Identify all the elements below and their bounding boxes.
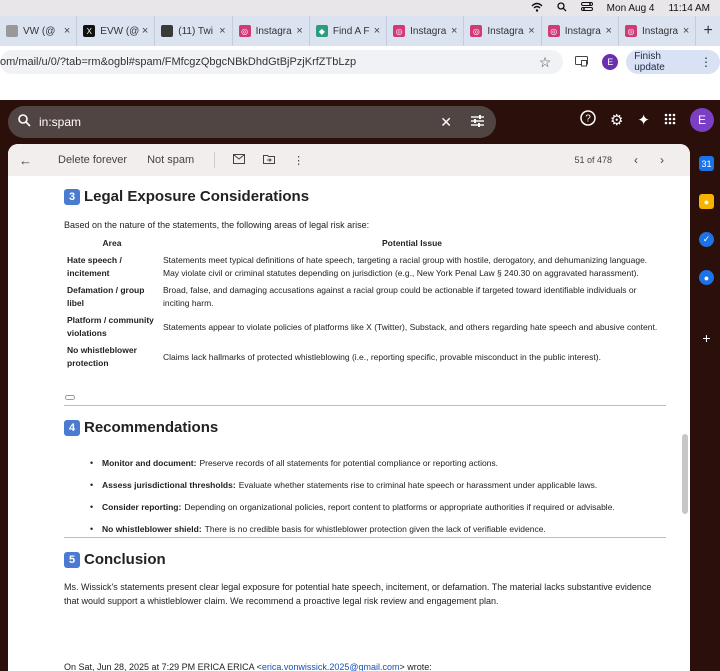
sender-email-link[interactable]: erica.vonwissick.2025@gmail.com (261, 662, 400, 671)
list-item (82, 474, 662, 496)
close-tab-icon[interactable]: × (682, 25, 690, 37)
apps-grid-icon[interactable] (664, 112, 676, 129)
item-label: • Monitor and document: (102, 458, 197, 468)
browser-tab[interactable] (233, 16, 310, 46)
gmail-header (0, 100, 720, 144)
keep-icon[interactable]: ● (699, 194, 714, 209)
cast-icon[interactable] (575, 55, 588, 70)
table-row (64, 282, 664, 312)
quoted-reply-header (64, 662, 432, 671)
section-title: Legal Exposure Considerations (84, 188, 310, 205)
section-heading-recommendations (64, 419, 218, 436)
message-toolbar (8, 144, 690, 176)
wifi-icon[interactable] (531, 2, 543, 15)
table-cell-area: No whistleblower protection (67, 345, 137, 368)
browser-tab[interactable] (155, 16, 232, 46)
quote-suffix: > wrote: (399, 662, 432, 671)
system-menubar (0, 0, 720, 16)
more-vert-icon[interactable]: ⋮ (700, 55, 712, 69)
clear-search-icon[interactable]: ✕ (440, 113, 452, 130)
table-row (64, 342, 664, 372)
instagram-icon: ◎ (239, 25, 251, 37)
close-tab-icon[interactable]: × (373, 25, 381, 37)
tab-title: EVW (@ (100, 25, 139, 37)
item-label: • Consider reporting: (102, 502, 182, 512)
instagram-icon: ◎ (470, 25, 482, 37)
not-spam-button[interactable]: Not spam (147, 154, 195, 166)
table-row (64, 252, 664, 282)
delete-forever-button[interactable]: Delete forever (58, 154, 128, 166)
keycap-number: 3 (64, 189, 80, 205)
settings-gear-icon[interactable]: ⚙ (609, 112, 624, 129)
close-tab-icon[interactable]: × (296, 25, 303, 37)
quote-prefix: On Sat, Jun 28, 2025 at 7:29 PM ERICA ERICA < (64, 662, 262, 671)
svg-text:?: ? (585, 113, 591, 125)
section-divider (64, 405, 666, 406)
scrollbar-thumb[interactable] (682, 434, 688, 514)
control-center-icon[interactable] (581, 2, 593, 14)
message-card (8, 144, 690, 671)
instagram-icon: ◎ (393, 25, 405, 37)
legal-risk-table (64, 234, 664, 372)
item-text: Preserve records of all statements for potential compliance or reporting actions. (199, 458, 499, 468)
account-avatar[interactable]: E (690, 108, 714, 132)
tab-title: Instagra (564, 25, 601, 37)
list-item (82, 452, 662, 474)
tab-title: VW (@ (23, 25, 56, 37)
column-header-area: Area (102, 238, 122, 248)
conclusion-paragraph: Ms. Wissick's statements present clear legal exposure for potential hate speech, incitement, or defamation. The material lacks substantive evidence that would support a whistleblower claim. We recommend a proactive legal risk review and engagement plan. (64, 582, 652, 606)
tab-title: Instagra (641, 25, 679, 37)
bookmark-star-icon[interactable]: ☆ (538, 53, 552, 70)
instagram-icon: ◎ (548, 25, 560, 37)
side-panel (694, 144, 720, 671)
section-heading-conclusion (64, 551, 166, 568)
menubar-date[interactable]: Mon Aug 4 (606, 2, 655, 14)
tab-title: Find A F (332, 25, 370, 37)
browser-tab[interactable] (310, 16, 387, 46)
item-label: • No whistleblower shield: (102, 524, 202, 534)
keycap-number: 5 (64, 552, 80, 568)
table-header-row (64, 234, 664, 252)
tab-title: (11) Twi (178, 25, 213, 37)
instagram-icon: ◎ (625, 25, 637, 37)
finish-update-button[interactable] (626, 50, 720, 74)
new-tab-button[interactable]: + (703, 22, 713, 39)
item-text: There is no credible basis for whistleblower protection given the lack of verifiable evidence. (204, 524, 546, 534)
tasks-icon[interactable]: ✓ (699, 232, 714, 247)
table-cell-area: Defamation / group libel (67, 285, 145, 308)
tab-title: Instagra (487, 25, 524, 37)
url-text: om/mail/u/0/?tab=rm&ogbl#spam/FMfcgzQbgcNBkDhdGtBjPzjKrfZTbLzp (0, 56, 357, 68)
table-cell-issue: Statements meet typical definitions of hate speech, targeting a racial group with hostile, derogatory, and dehumanizing language. May violate civil or criminal statutes depending on jurisdiction (e.g., New York Penal Law § 240.30 on aggravated harassment). (163, 255, 648, 278)
trimmed-content-chip[interactable] (65, 395, 75, 400)
table-cell-issue: Statements appear to violate policies of platforms like X (Twitter), Substack, and others regarding hate speech and abusive content. (163, 321, 658, 332)
finish-update-label: Finish update (634, 51, 665, 73)
toolbar-divider (214, 152, 215, 168)
browser-tab[interactable] (619, 16, 696, 46)
menubar-time[interactable]: 11:14 AM (668, 2, 710, 14)
table-cell-issue: Broad, false, and damaging accusations against a racial group could be actionable if targeted toward identifiable individuals or inciting harm. (163, 285, 637, 308)
help-icon[interactable] (580, 110, 596, 130)
find-icon: ◆ (316, 25, 328, 37)
section-title: Recommendations (84, 419, 219, 436)
gemini-sparkle-icon[interactable]: ✦ (637, 112, 650, 129)
search-input[interactable]: in:spam (39, 115, 82, 129)
back-arrow-icon[interactable]: ← (19, 152, 32, 168)
section-divider (64, 537, 666, 538)
browser-tab[interactable] (387, 16, 464, 46)
close-tab-icon[interactable]: × (219, 25, 226, 37)
search-options-icon[interactable] (471, 115, 484, 130)
message-body (8, 176, 680, 671)
browser-tab[interactable] (0, 16, 77, 46)
newer-chevron-icon[interactable]: ‹ (634, 153, 638, 167)
keycap-number: 4 (64, 420, 80, 436)
table-cell-issue: Claims lack hallmarks of protected whistleblowing (i.e., reporting specific, provable misconduct in the public interest). (163, 351, 601, 362)
section-heading-legal-exposure (64, 188, 309, 205)
item-text: Evaluate whether statements rise to criminal hate speech or harassment under applicable laws. (238, 480, 598, 490)
table-row (64, 312, 664, 342)
calendar-icon[interactable]: 31 (699, 156, 714, 171)
section-intro: Based on the nature of the statements, the following areas of legal risk arise: (64, 220, 370, 230)
move-to-folder-icon[interactable] (263, 154, 275, 167)
address-bar-row (0, 46, 720, 78)
more-options-icon[interactable]: ⋮ (293, 154, 305, 167)
browser-tab[interactable] (542, 16, 619, 46)
vw-icon (6, 25, 18, 37)
close-tab-icon[interactable]: × (63, 25, 71, 37)
browser-tab[interactable] (77, 16, 155, 46)
tab-title: Instagra (410, 25, 447, 37)
bookmark-bar (0, 78, 720, 100)
column-header-issue: Potential Issue (382, 238, 442, 248)
list-item (82, 496, 662, 518)
add-addon-icon[interactable]: + (702, 329, 711, 346)
x-icon: X (83, 25, 95, 37)
browser-tab-strip (0, 16, 720, 46)
header-actions (580, 108, 714, 132)
table-cell-area: Hate speech / incitement (67, 255, 122, 278)
close-tab-icon[interactable]: × (605, 25, 612, 37)
contacts-icon[interactable]: ● (699, 270, 714, 285)
mark-unread-icon[interactable] (233, 154, 245, 167)
close-tab-icon[interactable]: × (450, 25, 458, 37)
recommendations-list (82, 452, 662, 540)
section-title: Conclusion (84, 551, 166, 568)
browser-tab[interactable] (464, 16, 541, 46)
twitter-icon (161, 25, 173, 37)
older-chevron-icon[interactable]: › (660, 153, 664, 167)
mail-search-bar[interactable] (8, 106, 496, 138)
url-field[interactable] (0, 50, 563, 74)
close-tab-icon[interactable]: × (141, 25, 149, 37)
tab-title: Instagra (255, 25, 292, 37)
message-count: 51 of 478 (574, 155, 612, 165)
item-text: Depending on organizational policies, report content to platforms or appropriate authorities if required or advisable. (184, 502, 615, 512)
close-tab-icon[interactable]: × (528, 25, 535, 37)
spotlight-search-icon[interactable] (557, 2, 567, 15)
item-label: • Assess jurisdictional thresholds: (102, 480, 236, 490)
table-cell-area: Platform / community violations (67, 315, 154, 338)
profile-avatar[interactable]: E (602, 54, 618, 70)
search-icon[interactable] (18, 114, 31, 130)
